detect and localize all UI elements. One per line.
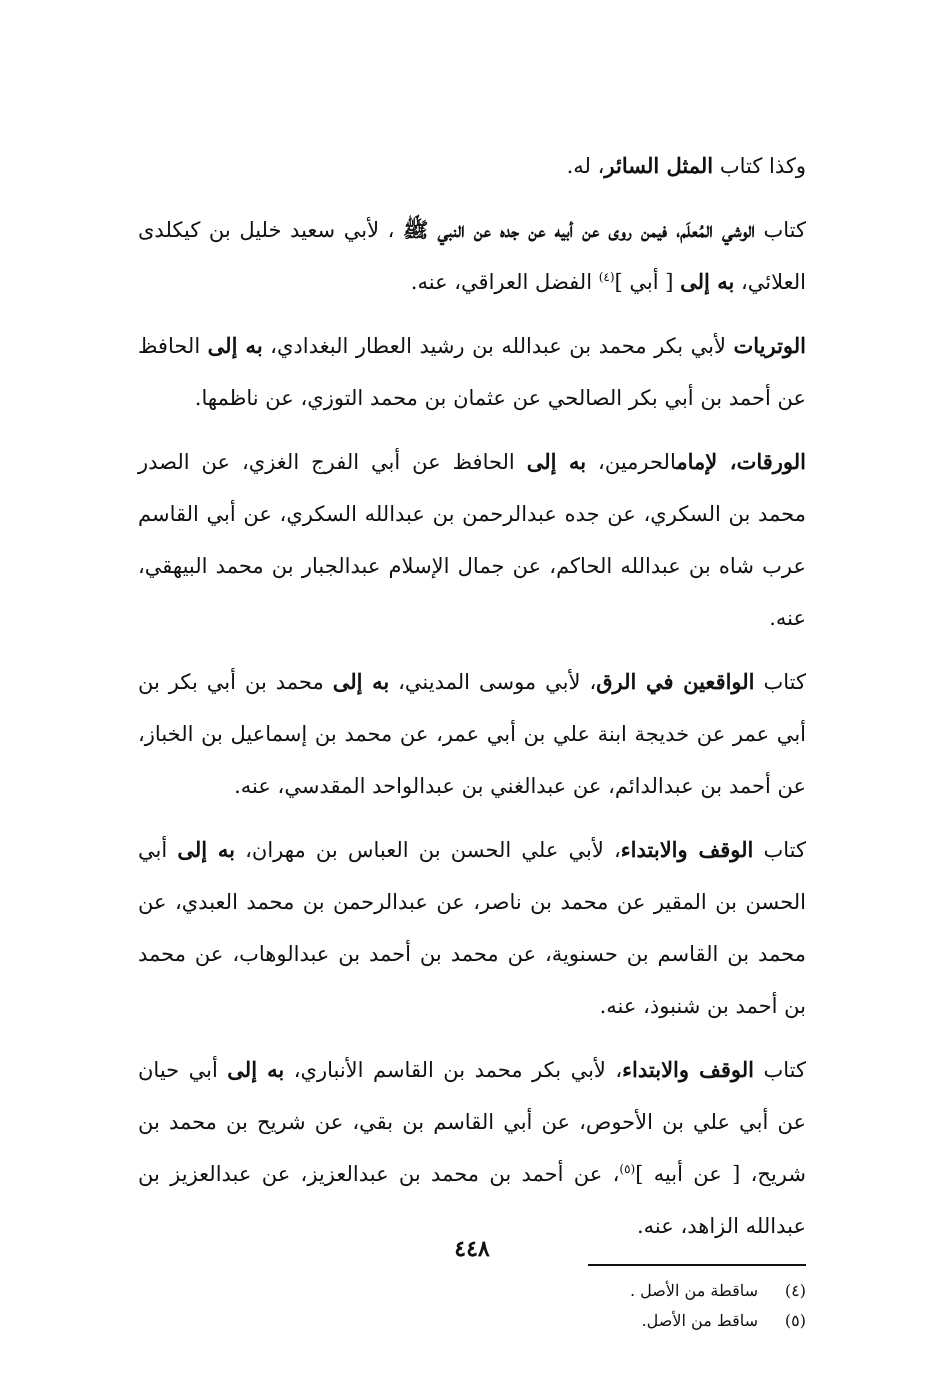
page-number: ٤٤٨ [454, 1236, 490, 1262]
body-text: الحافظ عن أحمد بن أبي بكر الصالحي عن عثمان بن محمد التوزي، عن ناظمها. [138, 334, 806, 410]
paragraph [138, 1044, 806, 1252]
bold-title-text: به إلى [207, 333, 263, 358]
bold-title-text: المثل السائر [604, 153, 714, 178]
bold-title-text: الوقف والابتداء [620, 837, 754, 862]
bold-title-text: الوتريات [733, 333, 806, 358]
footnote-divider [588, 1264, 806, 1266]
body-text: أبي حيان عن أبي علي بن الأحوص، عن أبي القاسم بن بقي، عن شريح بن محمد بن شريح، [ عن أبيه ] [138, 1058, 807, 1186]
bold-title-text: الورقات، لإمام [676, 449, 807, 474]
body-text: وكذا كتاب [713, 154, 806, 178]
footnote-number: (٥) [784, 1311, 806, 1330]
bold-title-text: به إلى [680, 269, 735, 294]
bold-title-text: به إلى [332, 669, 390, 694]
paragraph [138, 436, 806, 644]
body-text: ، لأبي موسى المديني، [389, 670, 597, 694]
body-text: ، لأبي علي الحسن بن العباس بن مهران، [234, 838, 621, 862]
body-text: ، لأبي بكر محمد بن القاسم الأنباري، [284, 1058, 623, 1082]
body-text: الحافظ عن أبي الفرج الغزي، عن الصدر محمد بن السكري، عن جده عبدالرحمن بن عبدالله السكري، عن أبي القاسم عرب شاه بن عبدالله الحاكم، عن جمال الإسلام عبدالجبار بن محمد البيهقي، عنه. [138, 450, 806, 630]
paragraph [138, 204, 806, 308]
paragraph [138, 140, 806, 192]
body-text: الحرمين، [586, 450, 677, 474]
body-text: ، له. [566, 154, 605, 178]
footnote [138, 1306, 806, 1336]
body-text: ، لأبي سعيد خليل بن كيكلدى العلائي، [138, 218, 806, 294]
page-body [138, 140, 806, 1336]
body-text: [ أبي ] [614, 270, 681, 294]
bold-title-text: الوشي المُعلَم، فيمن روى عن أبيه عن جده عن النبي ﷺ [402, 217, 755, 242]
paragraph [138, 656, 806, 812]
footnote-number: (٤) [784, 1281, 806, 1300]
body-text: كتاب [754, 218, 806, 242]
bold-title-text: به إلى [526, 449, 587, 474]
footnote-reference: (٤) [598, 270, 615, 284]
paragraph-list [138, 140, 806, 1252]
bold-title-text: به إلى [177, 837, 235, 862]
body-text: لأبي بكر محمد بن عبدالله بن رشيد العطار البغدادي، [262, 334, 734, 358]
footnotes [138, 1276, 806, 1336]
bold-title-text: به إلى [227, 1057, 285, 1082]
paragraph [138, 320, 806, 424]
body-text: ، عن أحمد بن محمد بن عبدالعزيز، عن عبدالعزيز بن عبدالله الزاهد، عنه. [138, 1162, 806, 1238]
body-text: كتاب [754, 670, 807, 694]
body-text: محمد بن أبي بكر بن أبي عمر عن خديجة ابنة علي بن أبي عمر، عن محمد بن إسماعيل بن الخباز، عن أحمد بن عبدالدائم، عن عبدالغني بن عبدالواحد المقدسي، عنه. [138, 670, 806, 798]
body-text: كتاب [754, 1058, 806, 1082]
footnote-text: ساقطة من الأصل . [630, 1281, 758, 1300]
paragraph [138, 824, 806, 1032]
body-text: كتاب [753, 838, 806, 862]
footnote-text: ساقط من الأصل. [641, 1311, 758, 1330]
body-text: الفضل العراقي، عنه. [410, 270, 599, 294]
footnote [138, 1276, 806, 1306]
bold-title-text: الوقف والابتداء [622, 1057, 754, 1082]
bold-title-text: الواقعين في الرق [596, 669, 755, 694]
body-text: أبي الحسن بن المقير عن محمد بن ناصر، عن عبدالرحمن بن محمد العبدي، عن محمد بن القاسم بن حسنوية، عن محمد بن أحمد بن عبدالوهاب، عن محمد بن أحمد بن شنبوذ، عنه. [138, 838, 806, 1018]
footnote-reference: (٥) [619, 1162, 636, 1176]
